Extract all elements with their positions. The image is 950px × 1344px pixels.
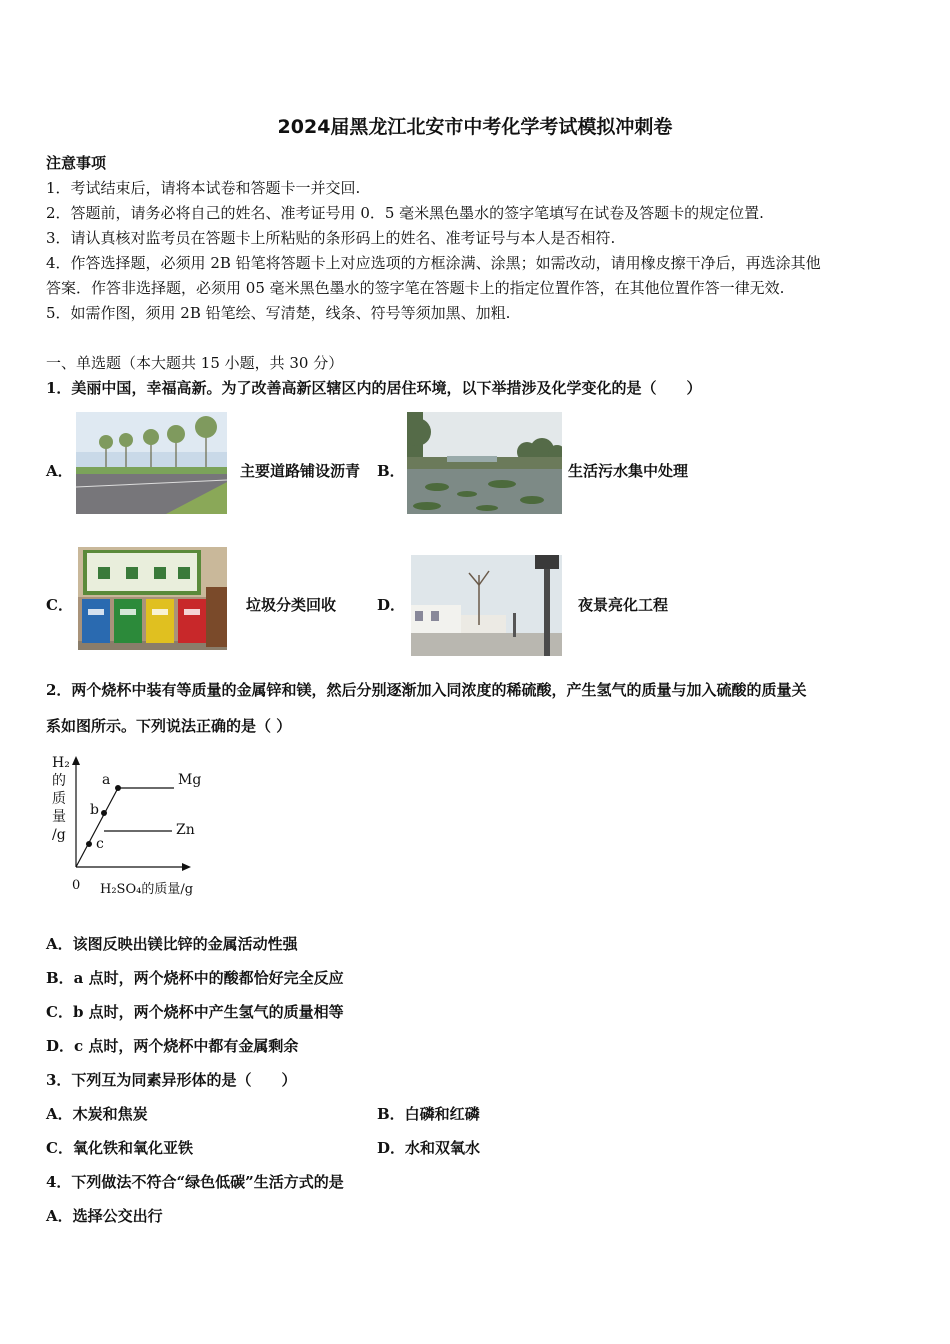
notice-item: 2．答题前，请务必将自己的姓名、准考证号用 0．5 毫米黑色墨水的签字笔填写在试卷及答题卡的规定位置. [46, 204, 764, 222]
road-photo [76, 412, 227, 514]
rising-line [76, 788, 118, 867]
q3-option-d: D．水和双氧水 [377, 1139, 481, 1157]
sewage-pond-photo [407, 412, 562, 514]
graph-point-a: a [102, 772, 111, 788]
q3-option-c: C．氧化铁和氧化亚铁 [46, 1139, 193, 1157]
graph-line-zn: Zn [176, 822, 195, 838]
q1-option-a-text: 主要道路铺设沥青 [240, 462, 361, 480]
graph-y-label-1: H₂ [52, 755, 70, 771]
q1-option-b-letter: B． [377, 462, 405, 480]
notice-item: 5．如需作图，须用 2B 铅笔绘、写清楚，线条、符号等须加黑、加粗. [46, 304, 511, 322]
graph-y-label-5: /g [52, 827, 66, 843]
q2-option-d: D．c 点时，两个烧杯中都有金属剩余 [46, 1037, 299, 1055]
graph-origin: 0 [72, 878, 81, 893]
q1-option-d-text: 夜景亮化工程 [578, 596, 669, 614]
recycling-bins-photo [78, 547, 227, 650]
q3-option-b: B．白磷和红磷 [377, 1105, 480, 1123]
q2-option-a: A．该图反映出镁比锌的金属活动性强 [46, 935, 298, 953]
question-3-stem: 3．下列互为同素异形体的是（ ） [46, 1071, 297, 1089]
notice-item: 3．请认真核对监考员在答题卡上所粘贴的条形码上的姓名、准考证号与本人是否相符. [46, 229, 616, 247]
point-b-dot [101, 810, 107, 816]
graph-y-label-4: 量 [52, 809, 66, 825]
section-heading: 一、单选题（本大题共 15 小题，共 30 分） [46, 354, 344, 372]
graph-x-label: H₂SO₄的质量/g [100, 882, 194, 897]
hydrogen-mass-graph [46, 752, 216, 902]
point-c-dot [86, 841, 92, 847]
q2-option-c: C．b 点时，两个烧杯中产生氢气的质量相等 [46, 1003, 344, 1021]
graph-point-c: c [96, 836, 104, 852]
q1-option-b-text: 生活污水集中处理 [568, 462, 689, 480]
notice-item: 答案．作答非选择题，必须用 05 毫米黑色墨水的签字笔在答题卡上的指定位置作答，在其他位置作答一律无效. [46, 279, 785, 297]
q1-option-d-letter: D． [377, 596, 406, 614]
q1-option-c-letter: C． [46, 596, 73, 614]
notice-item: 1．考试结束后，请将本试卷和答题卡一并交回. [46, 179, 361, 197]
graph-y-label-2: 的 [52, 773, 66, 789]
notice-item: 4．作答选择题，必须用 2B 铅笔将答题卡上对应选项的方框涂满、涂黑；如需改动，请用橡皮擦干净后，再选涂其他 [46, 254, 821, 272]
q1-option-a-letter: A． [46, 462, 73, 480]
point-a-dot [115, 785, 121, 791]
q3-option-a: A．木炭和焦炭 [46, 1105, 148, 1123]
question-1-stem: 1．美丽中国，幸福高新。为了改善高新区辖区内的居住环境，以下举措涉及化学变化的是（ ） [46, 379, 702, 397]
notice-heading: 注意事项 [46, 154, 107, 172]
question-2-stem-cont: 系如图所示。下列说法正确的是（ ） [46, 717, 292, 735]
q2-option-b: B．a 点时，两个烧杯中的酸都恰好完全反应 [46, 969, 344, 987]
q1-option-c-text: 垃圾分类回收 [246, 596, 337, 614]
question-2-stem: 2．两个烧杯中装有等质量的金属锌和镁，然后分别逐渐加入同浓度的稀硫酸，产生氢气的质量与加入硫酸的质量关 [46, 681, 807, 699]
graph-y-label-3: 质 [52, 791, 66, 807]
graph-line-mg: Mg [178, 772, 202, 788]
question-4-stem: 4．下列做法不符合“绿色低碳”生活方式的是 [46, 1173, 344, 1191]
graph-point-b: b [90, 802, 99, 818]
page-title: 2024届黑龙江北安市中考化学考试模拟冲刺卷 [277, 116, 673, 138]
q4-option-a: A．选择公交出行 [46, 1207, 163, 1225]
street-lamp-photo [411, 555, 562, 656]
